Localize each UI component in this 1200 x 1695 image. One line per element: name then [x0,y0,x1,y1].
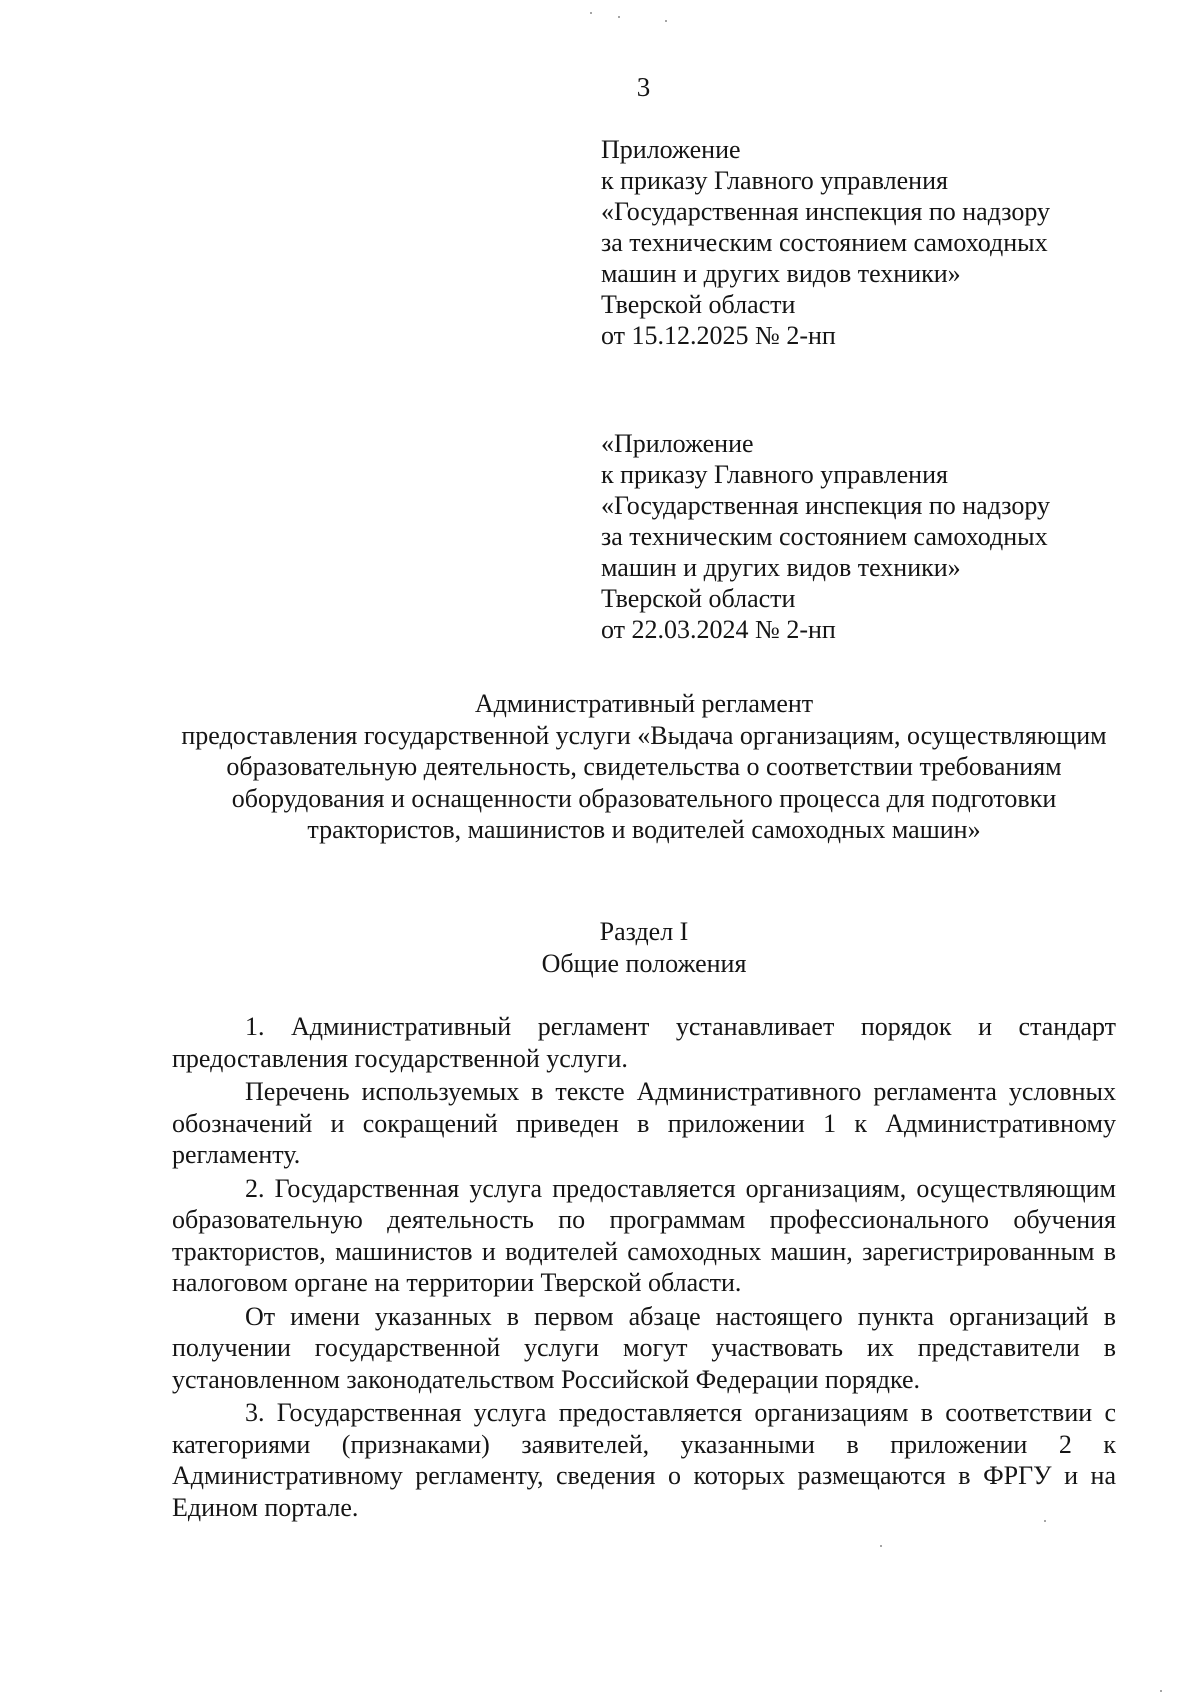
section-heading [168,916,1120,980]
annex-line: за техническим состоянием самоходных [601,522,1048,551]
body-text [172,1011,1116,1525]
paragraph: 3. Государственная услуга предоставляется организациям в соответствии с категориями (признаками) заявителей, указанными в приложении 2 к Административному регламенту, сведения о которых размещаются в ФРГУ и на Едином портале. [172,1398,1116,1522]
annex-line: «Государственная инспекция по надзору [601,197,1051,226]
annex-line: «Приложение [601,429,754,458]
paragraph: Перечень используемых в тексте Административного регламента условных обозначений и сокращений приведен в приложении 1 к Административному регламенту. [172,1077,1116,1169]
scan-speck [1160,1690,1162,1692]
annex-line: к приказу Главного управления [601,166,948,195]
page-number: 3 [636,72,651,102]
annex-line: машин и других видов техники» [601,259,961,288]
annex-header-current [601,134,1161,351]
annex-line: за техническим состоянием самоходных [601,228,1048,257]
annex-line: машин и других видов техники» [601,553,961,582]
scan-speck [618,16,620,18]
annex-date: от 15.12.2025 № 2-нп [601,321,836,350]
scan-speck [590,12,592,14]
document-title [168,688,1120,846]
section-number: Раздел I [599,917,689,946]
scan-speck [665,20,667,22]
annex-line: Тверской области [601,584,796,613]
annex-date: от 22.03.2024 № 2-нп [601,615,836,644]
section-name: Общие положения [541,949,747,978]
annex-line: Тверской области [601,290,796,319]
annex-line: Приложение [601,135,741,164]
title-heading: Административный регламент [474,689,814,718]
annex-line: «Государственная инспекция по надзору [601,491,1051,520]
annex-line: к приказу Главного управления [601,460,948,489]
title-subtitle: предоставления государственной услуги «Выдача организациям, осуществляющим образовательную деятельность, свидетельства о соответствии требованиям оборудования и оснащенности образовательного процесса для подготовки трактористов, машинистов и водителей самоходных машин» [181,720,1107,844]
paragraph: 2. Государственная услуга предоставляется организациям, осуществляющим образовательную деятельность по программам профессионального обучения трактористов, машинистов и водителей самоходных машин, зарегистрированным в налоговом органе на территории Тверской области. [172,1173,1116,1297]
paragraph: От имени указанных в первом абзаце настоящего пункта организаций в получении государственной услуги могут участвовать их представители в установленном законодательством Российской Федерации порядке. [172,1301,1116,1394]
annex-header-previous [601,428,1161,645]
paragraph: 1. Административный регламент устанавливает порядок и стандарт предоставления государственной услуги. [172,1012,1116,1073]
scan-speck [880,1545,882,1547]
